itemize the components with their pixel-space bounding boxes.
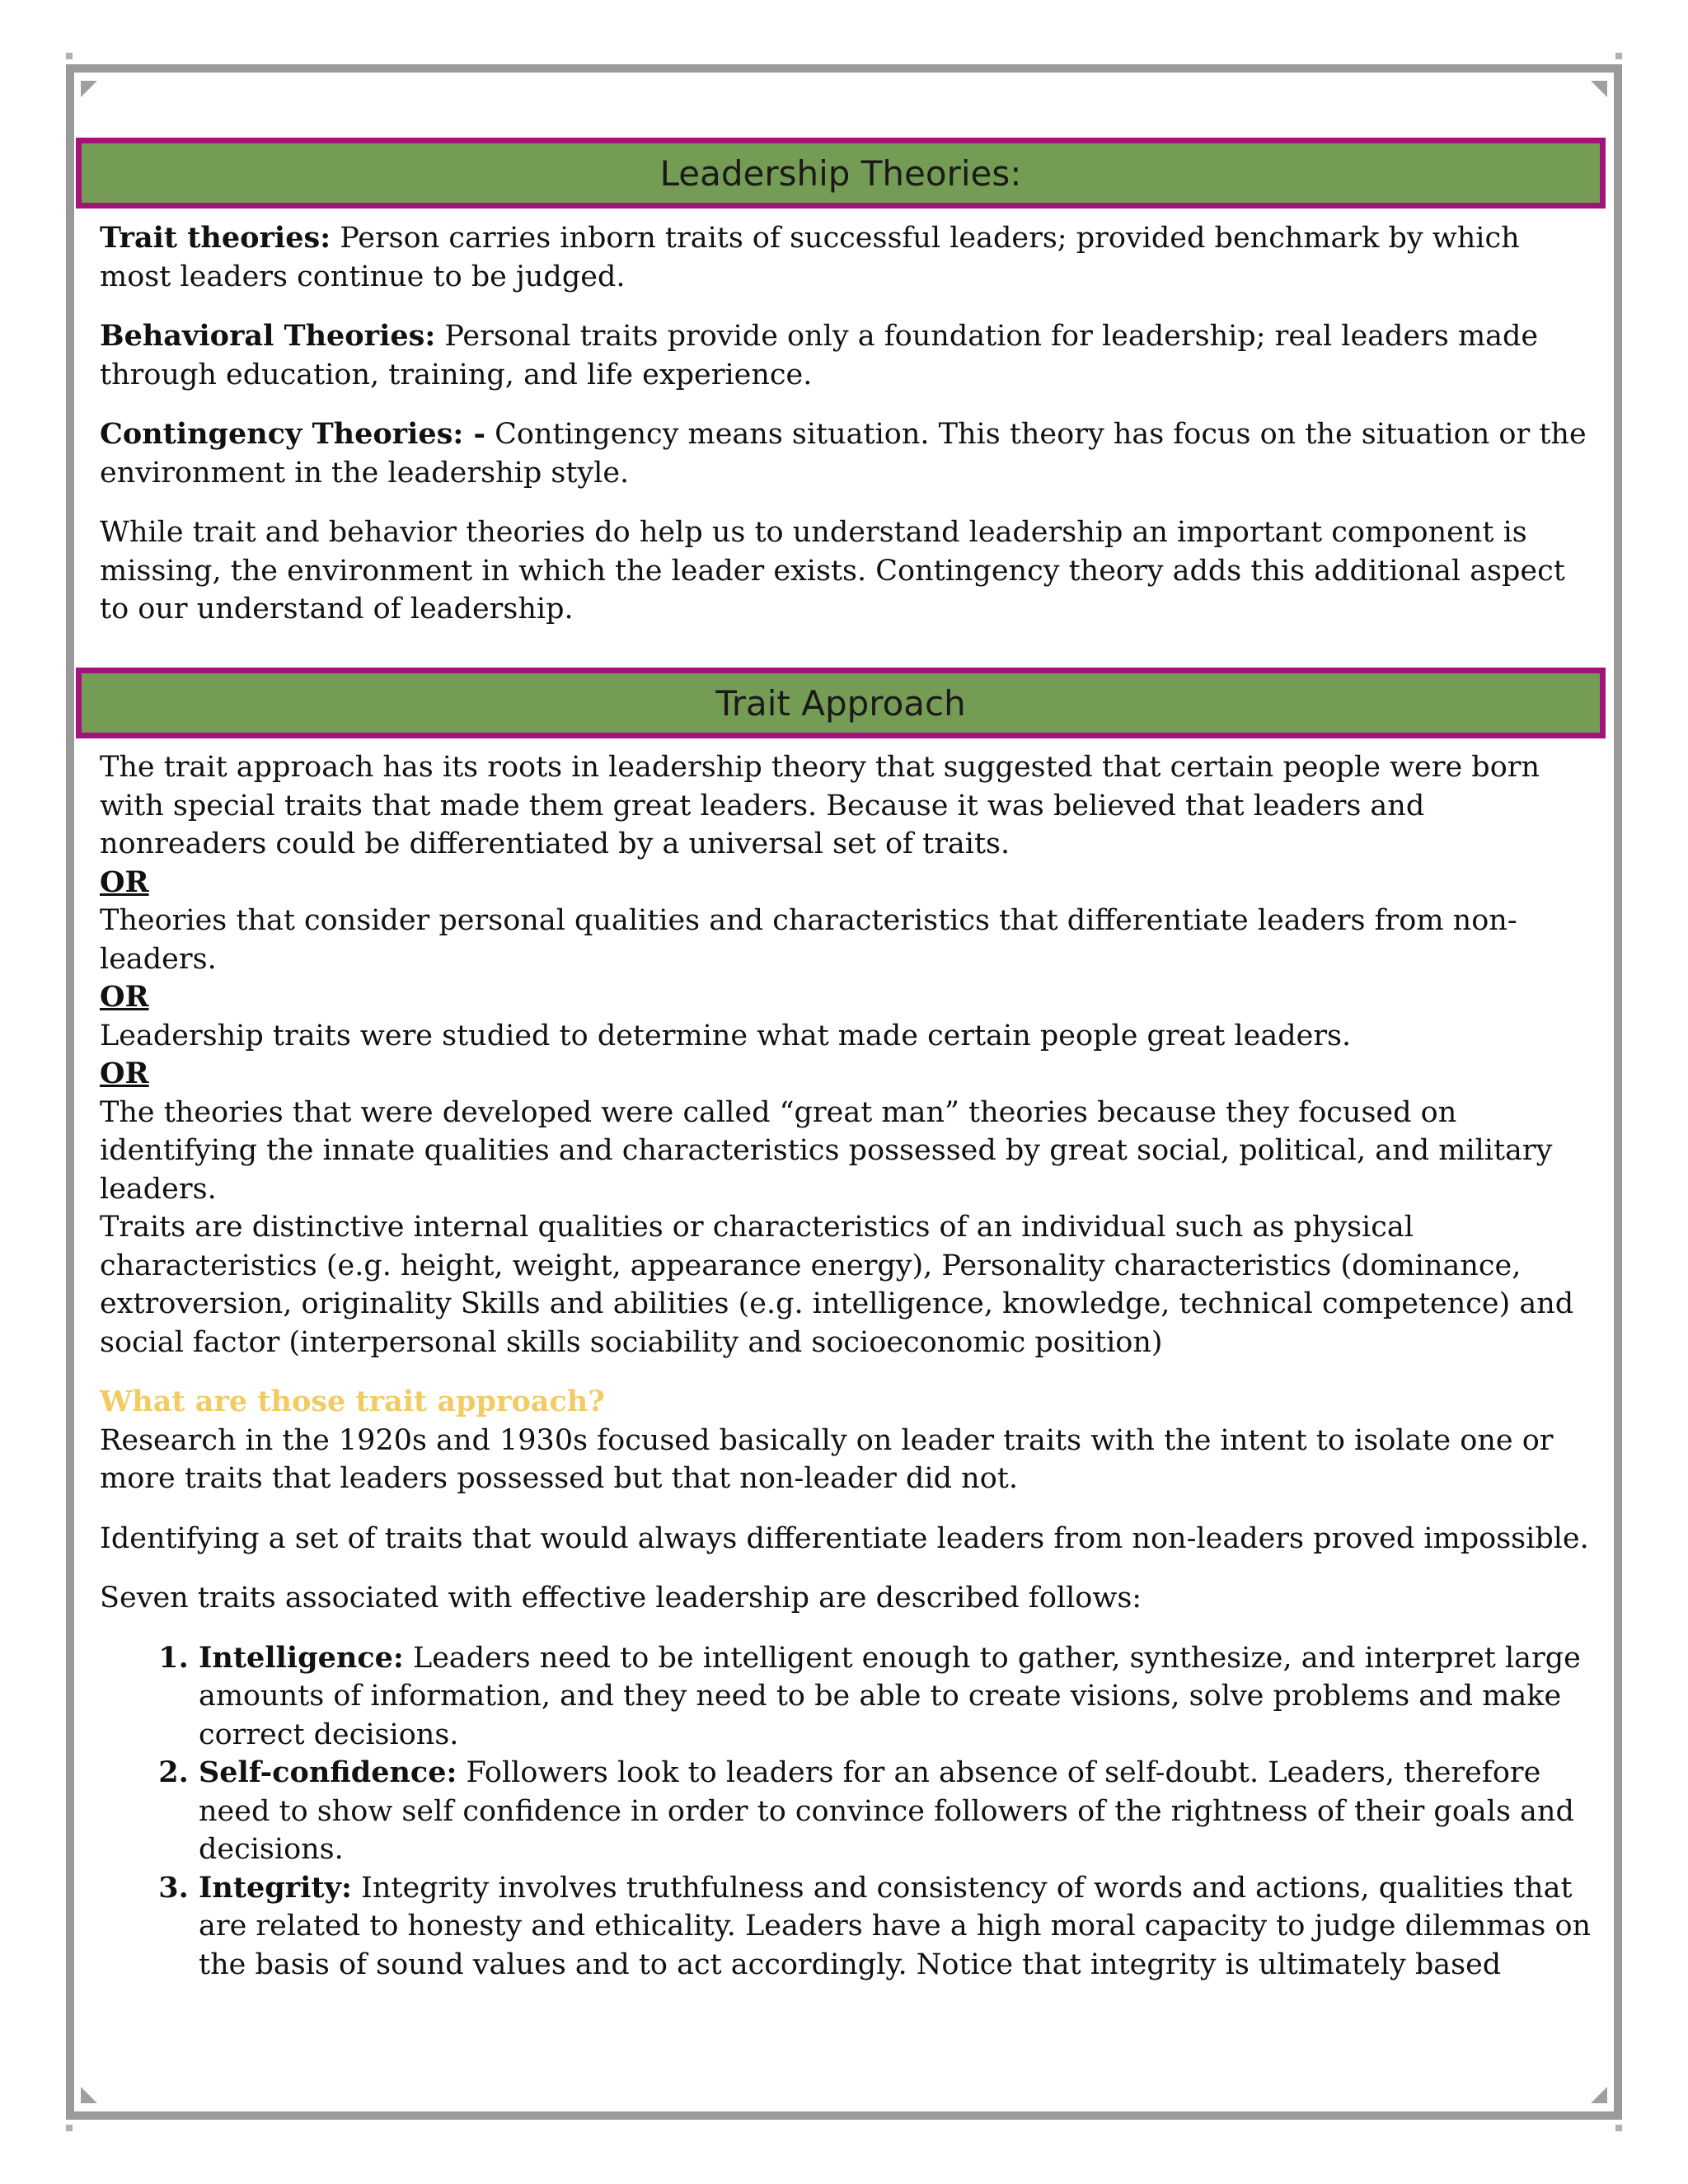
page-border-right xyxy=(1614,64,1622,2120)
or-label: OR xyxy=(100,980,149,1014)
definition: Integrity involves truthfulness and consistency of words and actions, qualities that are related to honesty and ethicality. Leaders have a high moral capacity to judge dilemmas on the basis of sound values and to act accordingly. Notice that integrity is ultimately based xyxy=(199,1871,1592,1981)
definition-paragraph: Traits are distinctive internal qualities or characteristics of an individual such as physical characteristics (e.g. height, weight, appearance energy), Personality characteristics (dominance, extroversion, originality Skills and abilities (e.g. intelligence, knowledge, technical competence) and social factor (interpersonal skills sociability and socioeconomic position) xyxy=(100,1211,1574,1359)
list-item xyxy=(199,1869,1596,1985)
term: Contingency Theories: - xyxy=(100,417,486,451)
or-label: OR xyxy=(100,865,149,899)
definition-paragraph: Leadership traits were studied to determine what made certain people great leaders. xyxy=(100,1019,1352,1052)
section-title: Leadership Theories: xyxy=(659,152,1022,194)
summary-paragraph: While trait and behavior theories do help us to understand leadership an important component is missing, the environment in which the leader exists. Contingency theory adds this additional aspect to our understand of leadership. xyxy=(100,516,1565,626)
page-border-bottom xyxy=(66,2111,1622,2120)
term: Integrity: xyxy=(199,1870,352,1905)
corner-ornament xyxy=(1591,81,1607,97)
list-item xyxy=(199,1754,1596,1869)
page-border-left xyxy=(66,64,74,2120)
corner-ornament xyxy=(81,2087,97,2103)
definition: Contingency means situation. This theory has focus on the situation or the environment in the leadership style. xyxy=(100,418,1587,490)
corner-dot xyxy=(1615,2125,1622,2131)
question-heading: What are those trait approach? xyxy=(100,1385,605,1418)
trait-approach-body xyxy=(100,748,1596,1984)
seven-traits-intro: Seven traits associated with effective leadership are described follows: xyxy=(100,1582,1142,1615)
term: Behavioral Theories: xyxy=(100,319,436,353)
corner-dot xyxy=(66,2125,73,2131)
leadership-theories-body xyxy=(100,219,1596,629)
definition-paragraph: The trait approach has its roots in leadership theory that suggested that certain people were born with special traits that made them great leaders. Because it was believed that leaders and nonreaders could be differentiated by a universal set of traits. xyxy=(100,751,1540,860)
corner-ornament xyxy=(81,81,97,97)
corner-dot xyxy=(1615,53,1622,59)
term: Self-confidence: xyxy=(199,1755,457,1789)
definition-paragraph: Theories that consider personal qualities and characteristics that differentiate leaders from non-leaders. xyxy=(100,904,1517,976)
section-header-leadership-theories xyxy=(76,138,1606,209)
behavioral-theories-paragraph xyxy=(100,317,1596,394)
definition-paragraph: The theories that were developed were called “great man” theories because they focused on identifying the innate qualities and characteristics possessed by great social, political, and military leaders. xyxy=(100,1095,1553,1206)
traits-list xyxy=(100,1639,1596,1985)
definition: Leaders need to be intelligent enough to gather, synthesize, and interpret large amounts of information, and they need to be able to create visions, solve problems and make correct decisions. xyxy=(199,1641,1581,1751)
corner-dot xyxy=(66,53,73,59)
corner-ornament xyxy=(1591,2087,1607,2103)
term: Intelligence: xyxy=(199,1640,404,1675)
section-title: Trait Approach xyxy=(715,682,966,724)
list-item xyxy=(199,1639,1596,1755)
term: Trait theories: xyxy=(100,221,331,255)
page-border-top xyxy=(66,64,1622,73)
definition: Followers look to leaders for an absence of self-doubt. Leaders, therefore need to show self confidence in order to convince followers of the rightness of their goals and decisions. xyxy=(199,1756,1574,1866)
trait-theories-paragraph xyxy=(100,219,1596,296)
identifying-paragraph: Identifying a set of traits that would always differentiate leaders from non-leaders proved impossible. xyxy=(100,1521,1589,1555)
definition: Personal traits provide only a foundation for leadership; real leaders made through education, training, and life experience. xyxy=(100,320,1539,391)
contingency-theories-paragraph xyxy=(100,415,1596,492)
or-label: OR xyxy=(100,1057,149,1090)
section-header-trait-approach xyxy=(76,668,1606,738)
definition: Person carries inborn traits of successful leaders; provided benchmark by which most leaders continue to be judged. xyxy=(100,222,1520,293)
research-paragraph: Research in the 1920s and 1930s focused basically on leader traits with the intent to isolate one or more traits that leaders possessed but that non-leader did not. xyxy=(100,1423,1554,1495)
